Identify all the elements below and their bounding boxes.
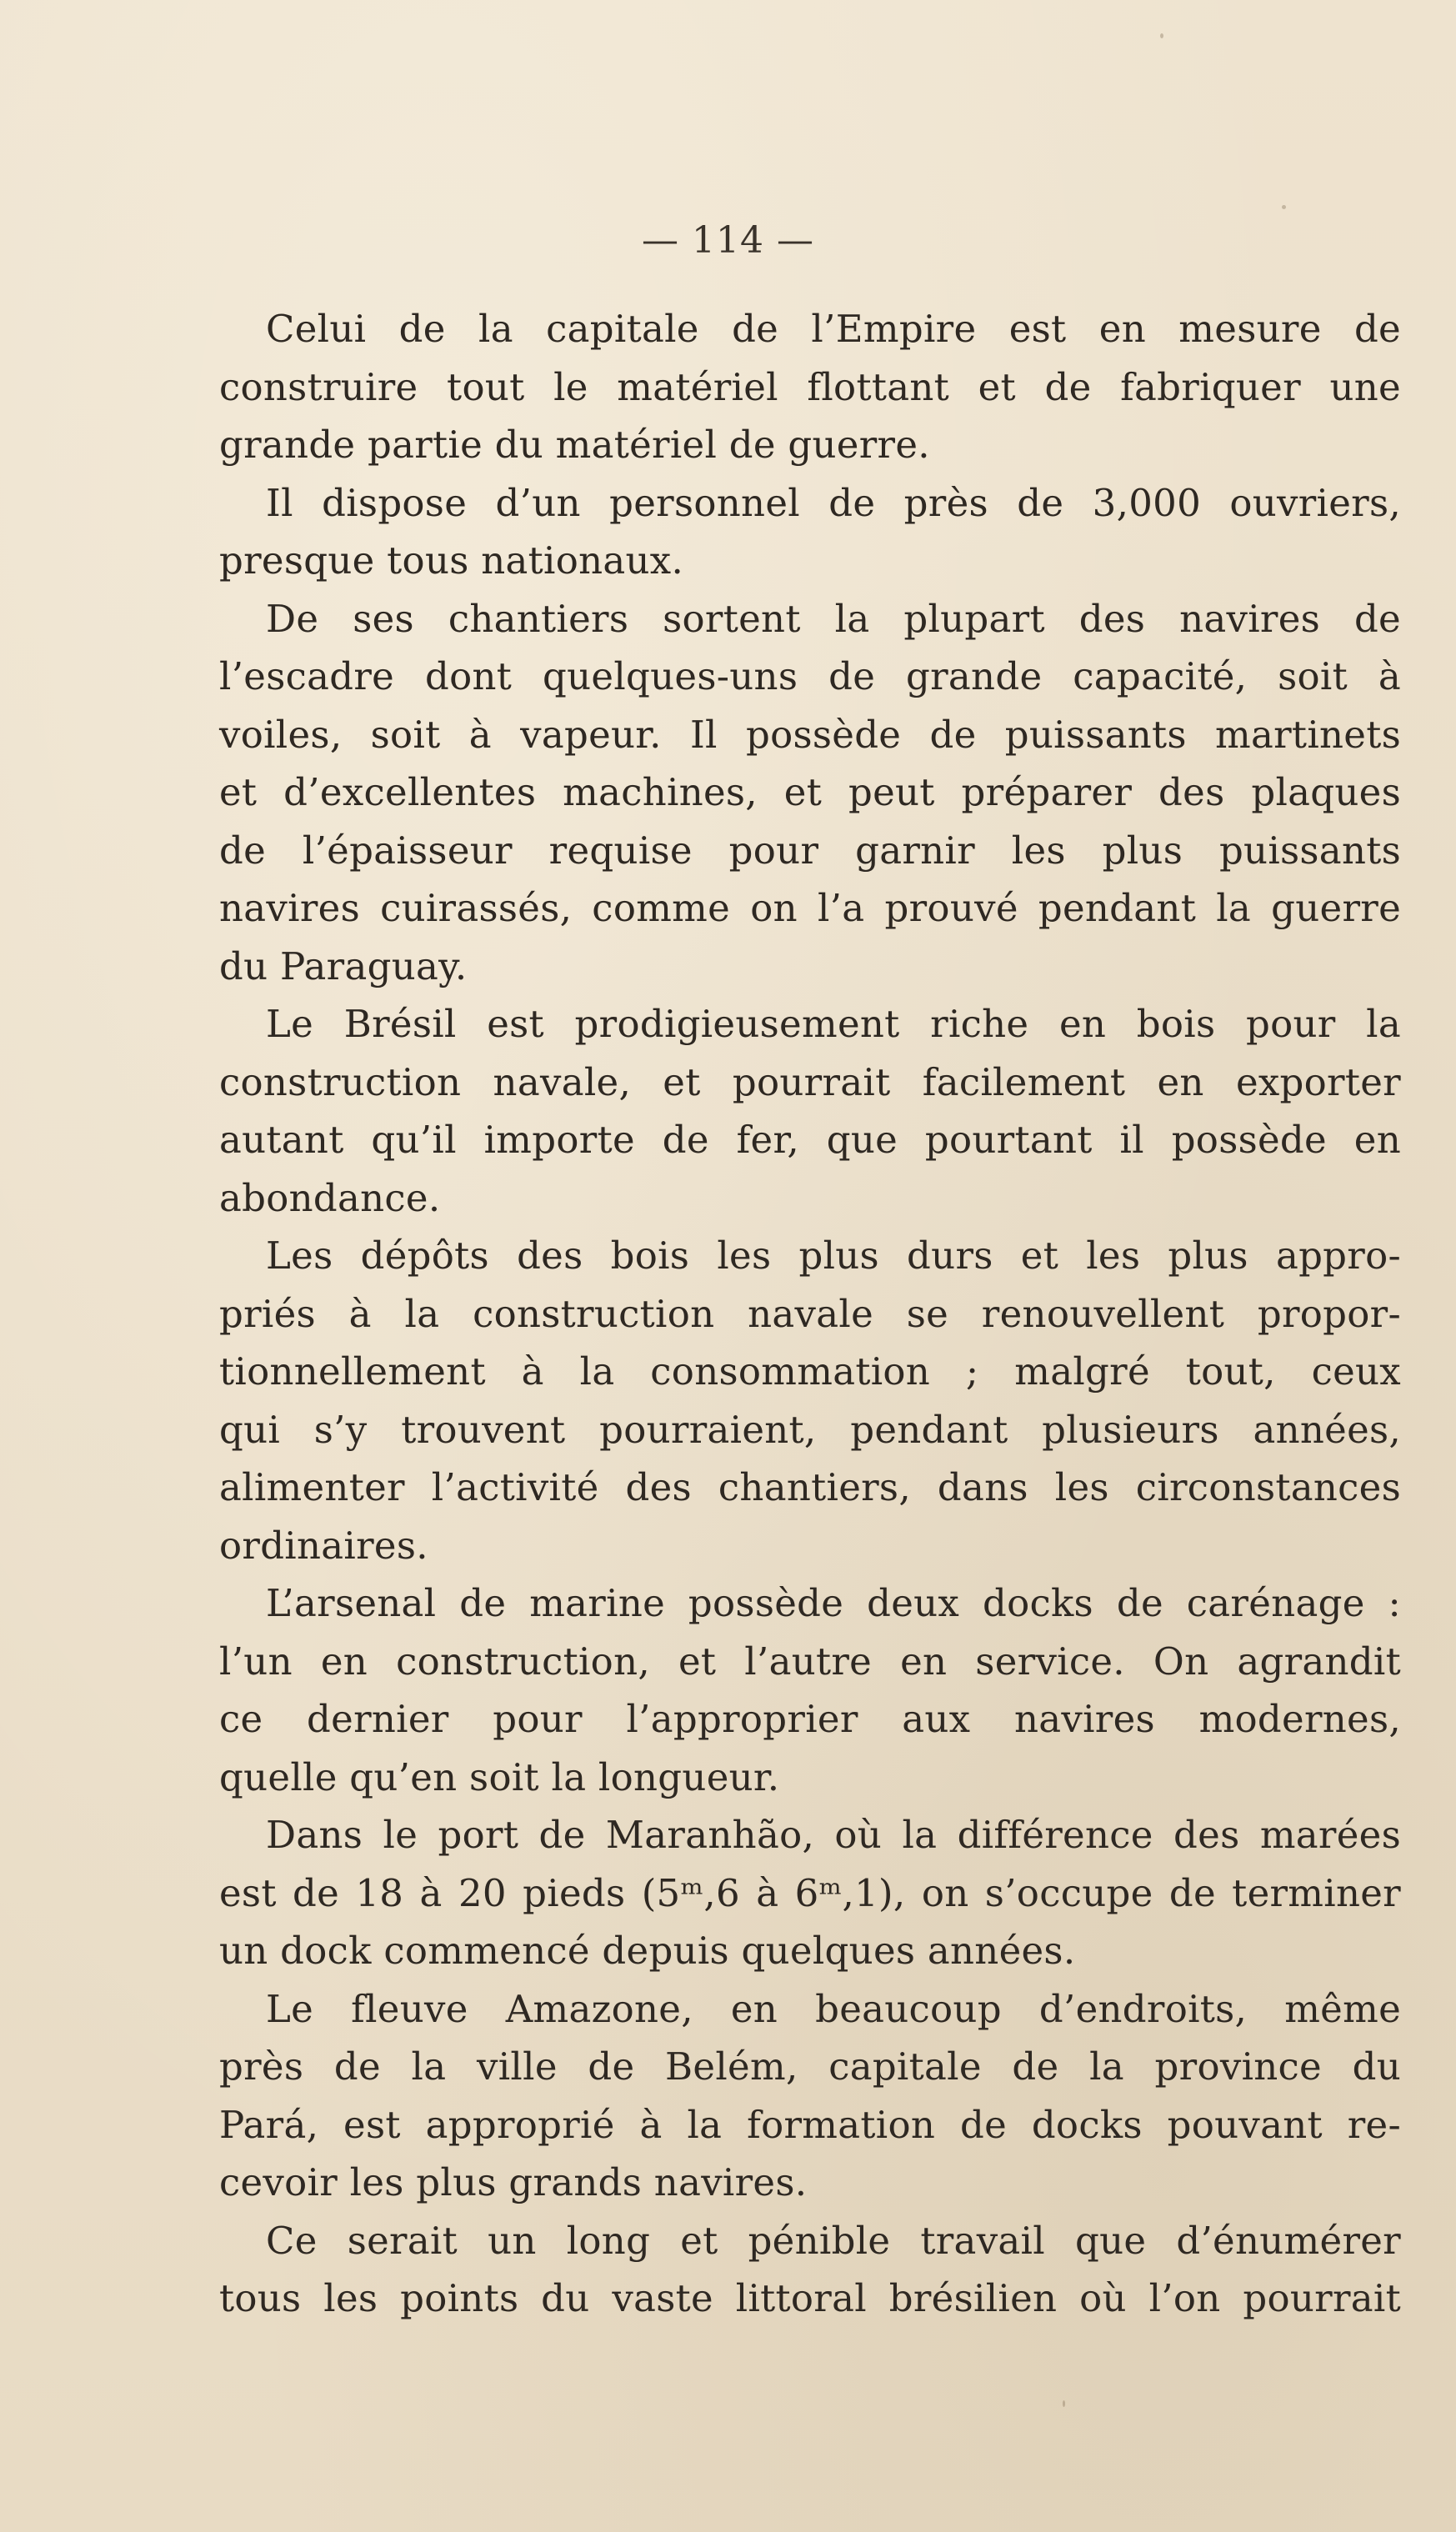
text-line: Le fleuve Amazone, en beaucoup d’endroits, même bbox=[266, 1986, 1401, 2031]
text-line: de l’épaisseur requise pour garnir les plus puissants bbox=[219, 828, 1401, 873]
text-line: l’escadre dont quelques-uns de grande capacité, soit à bbox=[219, 654, 1401, 698]
text-line: autant qu’il importe de fer, que pourtant il possède en bbox=[219, 1118, 1401, 1162]
text-line: est de 18 à 20 pieds (5ᵐ,6 à 6ᵐ,1), on s’occupe de terminer bbox=[219, 1870, 1401, 1915]
text-line: quelle qu’en soit la longueur. bbox=[219, 1754, 780, 1799]
text-line: grande partie du matériel de guerre. bbox=[219, 423, 930, 467]
text-line: voiles, soit à vapeur. Il possède de puissants martinets bbox=[219, 712, 1401, 757]
body-text bbox=[219, 300, 1401, 2328]
text-line: cevoir les plus grands navires. bbox=[219, 2160, 808, 2204]
text-line: Les dépôts des bois les plus durs et les plus appro- bbox=[266, 1233, 1401, 1278]
text-line: du Paraguay. bbox=[219, 943, 468, 988]
text-line: Dans le port de Maranhão, où la différence des marées bbox=[266, 1813, 1401, 1857]
paper-speck bbox=[1160, 33, 1163, 38]
text-line: De ses chantiers sortent la plupart des navires de bbox=[266, 596, 1401, 641]
paper-speck bbox=[1063, 2400, 1065, 2407]
text-line: l’un en construction, et l’autre en service. On agrandit bbox=[219, 1639, 1401, 1684]
text-line: construction navale, et pourrait facilement en exporter bbox=[219, 1059, 1401, 1104]
text-line: Ce serait un long et pénible travail que d’énumérer bbox=[266, 2218, 1401, 2263]
text-line: Il dispose d’un personnel de près de 3,000 ouvriers, bbox=[266, 480, 1401, 525]
text-line: Le Brésil est prodigieusement riche en bois pour la bbox=[266, 1002, 1401, 1046]
text-line: construire tout le matériel flottant et de fabriquer une bbox=[219, 364, 1401, 409]
text-line: tionnellement à la consommation ; malgré tout, ceux bbox=[219, 1349, 1401, 1394]
text-line: et d’excellentes machines, et peut préparer des plaques bbox=[219, 770, 1401, 814]
text-line: un dock commencé depuis quelques années. bbox=[219, 1929, 1076, 1973]
text-line: ce dernier pour l’approprier aux navires modernes, bbox=[219, 1697, 1401, 1741]
text-line: L’arsenal de marine possède deux docks de carénage : bbox=[266, 1581, 1401, 1625]
text-line: qui s’y trouvent pourraient, pendant plusieurs années, bbox=[219, 1407, 1401, 1452]
text-line: ordinaires. bbox=[219, 1523, 428, 1568]
text-line: tous les points du vaste littoral brésilien où l’on pourrait bbox=[219, 2276, 1401, 2320]
text-line: presque tous nationaux. bbox=[219, 538, 684, 583]
text-line: près de la ville de Belém, capitale de la province du bbox=[219, 2044, 1401, 2089]
text-line: Pará, est approprié à la formation de docks pouvant re- bbox=[219, 2102, 1401, 2147]
text-line: navires cuirassés, comme on l’a prouvé pendant la guerre bbox=[219, 886, 1401, 930]
text-line: alimenter l’activité des chantiers, dans les circonstances bbox=[219, 1465, 1401, 1509]
paper-speck bbox=[1282, 205, 1286, 209]
text-line: Celui de la capitale de l’Empire est en mesure de bbox=[266, 307, 1401, 351]
text-line: abondance. bbox=[219, 1175, 441, 1220]
page-number: — 114 — bbox=[642, 219, 814, 262]
text-line: priés à la construction navale se renouvellent propor- bbox=[219, 1291, 1401, 1336]
